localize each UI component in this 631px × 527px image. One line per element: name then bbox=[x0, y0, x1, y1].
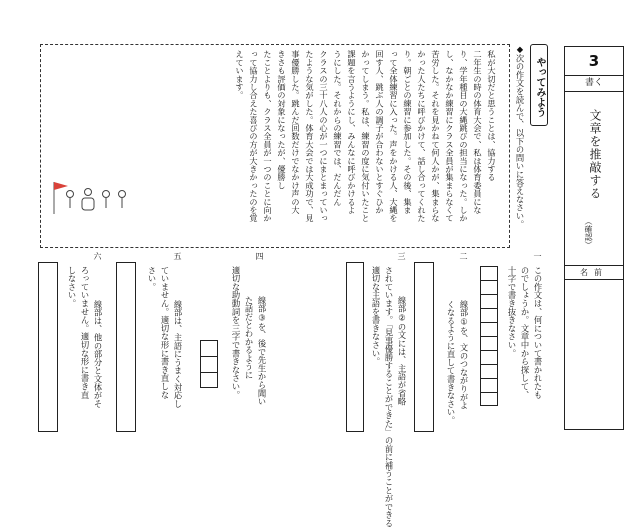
essay-line: きさも評価の対象になったが、優勝し bbox=[277, 50, 287, 190]
question-text: されています。「見事優勝することができた」の前に補うことができる bbox=[384, 266, 394, 527]
essay-line: り、学年種目の大縄跳びの担当になった。しか bbox=[459, 50, 469, 223]
essay-line: り。朝ごとの練習に参加した。その後、集ま bbox=[403, 50, 413, 214]
question-number: 六 bbox=[93, 252, 102, 260]
activity-instruction: ◆次の作文を読んで、以下の問いに答えなさい。 bbox=[515, 44, 525, 229]
question-text: た話だとわかるように bbox=[244, 296, 254, 379]
essay-line: 回す人、跳ぶ人の調子が合わないとすぐひか bbox=[375, 50, 385, 214]
genre-label: 書く bbox=[565, 75, 623, 92]
question-text: 線部③を、後で先生から聞い bbox=[257, 296, 267, 406]
answer-box[interactable] bbox=[116, 262, 136, 432]
essay-line: うにした。それからの練習では、だんだん bbox=[333, 50, 343, 206]
question-text: 線部は、主語にうまく対応し bbox=[173, 300, 183, 408]
essay-line: し、なかなか練習にクラス全員が集まらなくて bbox=[445, 50, 455, 223]
unit-number: 3 bbox=[565, 47, 623, 76]
question-text: 十字で書き抜きなさい。 bbox=[507, 266, 517, 358]
name-label: 名前 bbox=[564, 266, 624, 280]
name-field[interactable] bbox=[564, 280, 624, 430]
essay-line: かった人たちに呼びかけて、話し合ってくれた bbox=[417, 50, 427, 223]
question-text: のでしょうか。文章中から探して、 bbox=[520, 266, 530, 399]
answer-grid[interactable] bbox=[480, 266, 498, 406]
question-text: しなさい。 bbox=[67, 266, 77, 308]
essay-line: たことよりも、クラス全員が一つのことに向か bbox=[263, 50, 273, 223]
essay-line: って全体練習に入った。声をかける人、大縄を bbox=[389, 50, 399, 223]
question-text: 線部①を、文のつながりがよ bbox=[459, 300, 469, 410]
question-text: ろっていません。適切な形に書き直 bbox=[80, 266, 90, 399]
question-text: くなるように直して書きなさい。 bbox=[446, 300, 456, 425]
essay-line: クラスの三十八人の心が一つにまとまっていっ bbox=[319, 50, 329, 223]
essay-line: 苦労した。それを見かねて何人かが、集まらな bbox=[431, 50, 441, 223]
essay-line: 私が大切だと思うことは、協力する bbox=[487, 50, 497, 182]
question-text: 線部②の文には、主語が省略 bbox=[397, 296, 407, 406]
essay-line: 事優勝した。跳んだ回数だけでなかけ声の大 bbox=[291, 50, 301, 214]
answer-grid[interactable] bbox=[200, 340, 218, 388]
question-text: この作文は、何について書かれたも bbox=[533, 266, 543, 399]
question-number: 五 bbox=[173, 252, 182, 260]
essay-line: かってしまう。私は、練習の度に気付いたこと bbox=[361, 50, 371, 223]
lesson-subtitle: （確認） bbox=[584, 217, 593, 249]
lesson-title: 文章を推敲する bbox=[588, 109, 602, 200]
question-number: 二 bbox=[459, 252, 468, 260]
question-number: 三 bbox=[397, 252, 406, 260]
essay-line: 二年生の時の体育大会で、私は体育委員にな bbox=[473, 50, 483, 214]
question-text: さい。 bbox=[147, 266, 157, 291]
question-text: 適切な主語を書きなさい。 bbox=[371, 266, 381, 366]
activity-badge: やってみよう bbox=[530, 44, 548, 126]
answer-box[interactable] bbox=[414, 262, 434, 432]
essay-line: えています。 bbox=[235, 50, 245, 100]
students-illustration bbox=[48, 176, 136, 216]
answer-box[interactable] bbox=[346, 262, 364, 432]
essay-line: 課題を言うようにし、みんなに呼びかけるよ bbox=[347, 50, 357, 214]
essay-line: って協力し合えた喜びの方が大きかったのを覚 bbox=[249, 50, 259, 223]
question-text: ていません。適切な形に書き直しな bbox=[160, 266, 170, 399]
essay-line: たような気がした。体育大会では大成功で、見 bbox=[305, 50, 315, 223]
question-text: 適切な助動詞を三字で書きなさい。 bbox=[231, 266, 241, 399]
answer-box[interactable] bbox=[38, 262, 58, 432]
question-number: 一 bbox=[533, 252, 542, 260]
question-number: 四 bbox=[255, 252, 264, 260]
question-text: 線部は、他の部分と文体がそ bbox=[93, 300, 103, 408]
lesson-header bbox=[564, 46, 624, 266]
